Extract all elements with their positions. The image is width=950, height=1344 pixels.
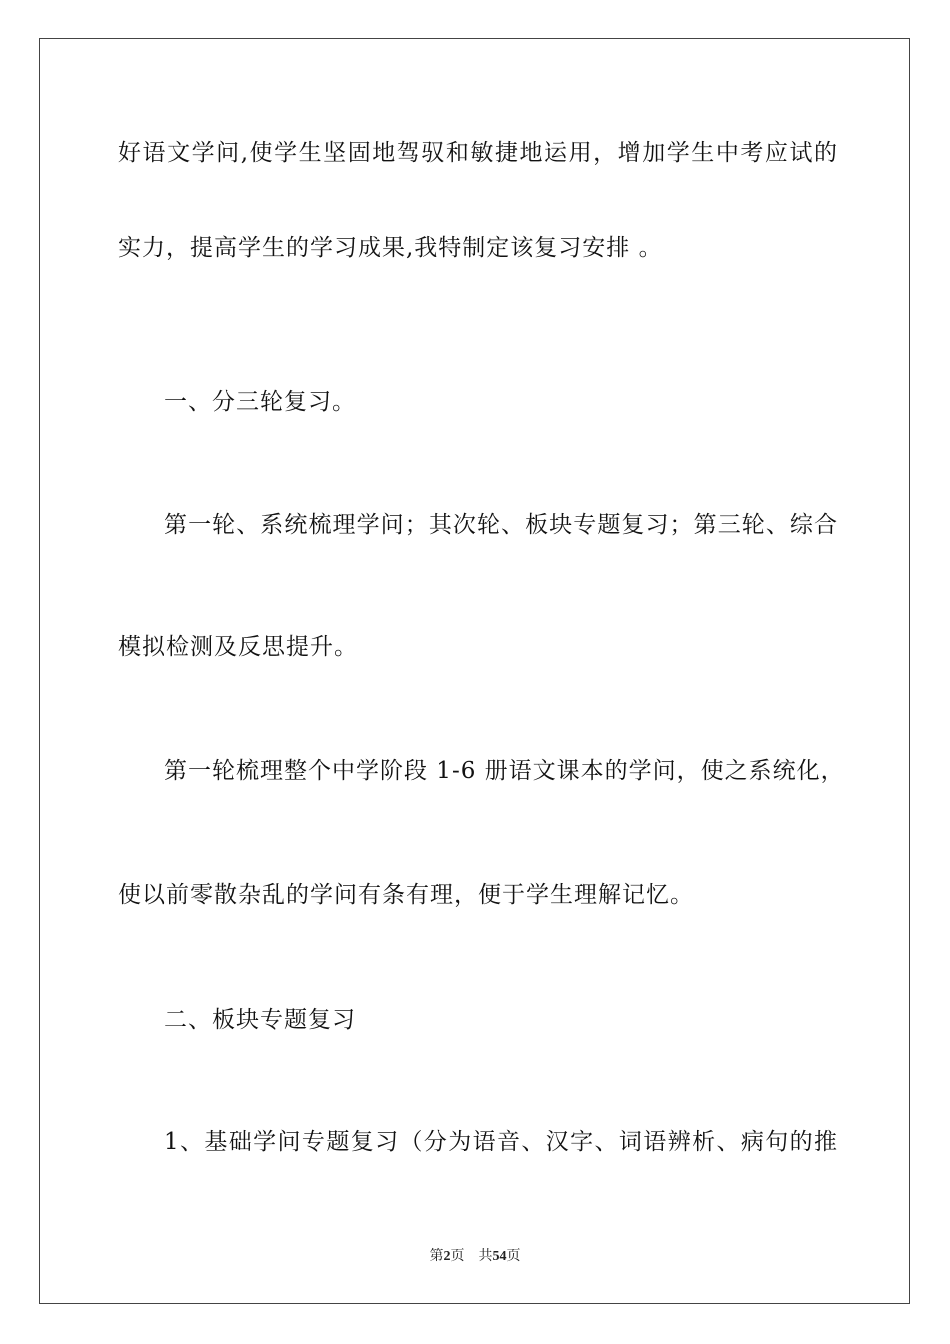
body-line-5: 模拟检测及反思提升。 [118, 634, 358, 660]
page-prefix: 第 [429, 1249, 444, 1264]
total-suffix: 页 [506, 1249, 521, 1264]
page-number: 2 [443, 1249, 451, 1264]
section-heading-2: 二、板块专题复习 [164, 1007, 356, 1033]
body-line-6: 第一轮梳理整个中学阶段 1-6 册语文课本的学问，使之系统化， [164, 758, 845, 784]
body-line-4: 第一轮、系统梳理学问；其次轮、板块专题复习；第三轮、综合 [164, 512, 838, 538]
body-line-7: 使以前零散杂乱的学问有条有理，便于学生理解记忆。 [118, 882, 694, 908]
page-suffix: 页 [450, 1249, 465, 1264]
body-line-2: 实力，提高学生的学习成果,我特制定该复习安排 。 [118, 235, 663, 261]
page-border [39, 38, 910, 1304]
body-line-9: 1、基础学问专题复习（分为语音、汉字、词语辨析、病句的推 [164, 1129, 838, 1155]
total-prefix: 共 [478, 1249, 493, 1264]
section-heading-1: 一、分三轮复习。 [164, 389, 356, 415]
body-line-1: 好语文学问,使学生坚固地驾驭和敏捷地运用，增加学生中考应试的 [118, 140, 838, 166]
total-pages: 54 [492, 1249, 507, 1264]
page-footer [0, 1248, 950, 1266]
